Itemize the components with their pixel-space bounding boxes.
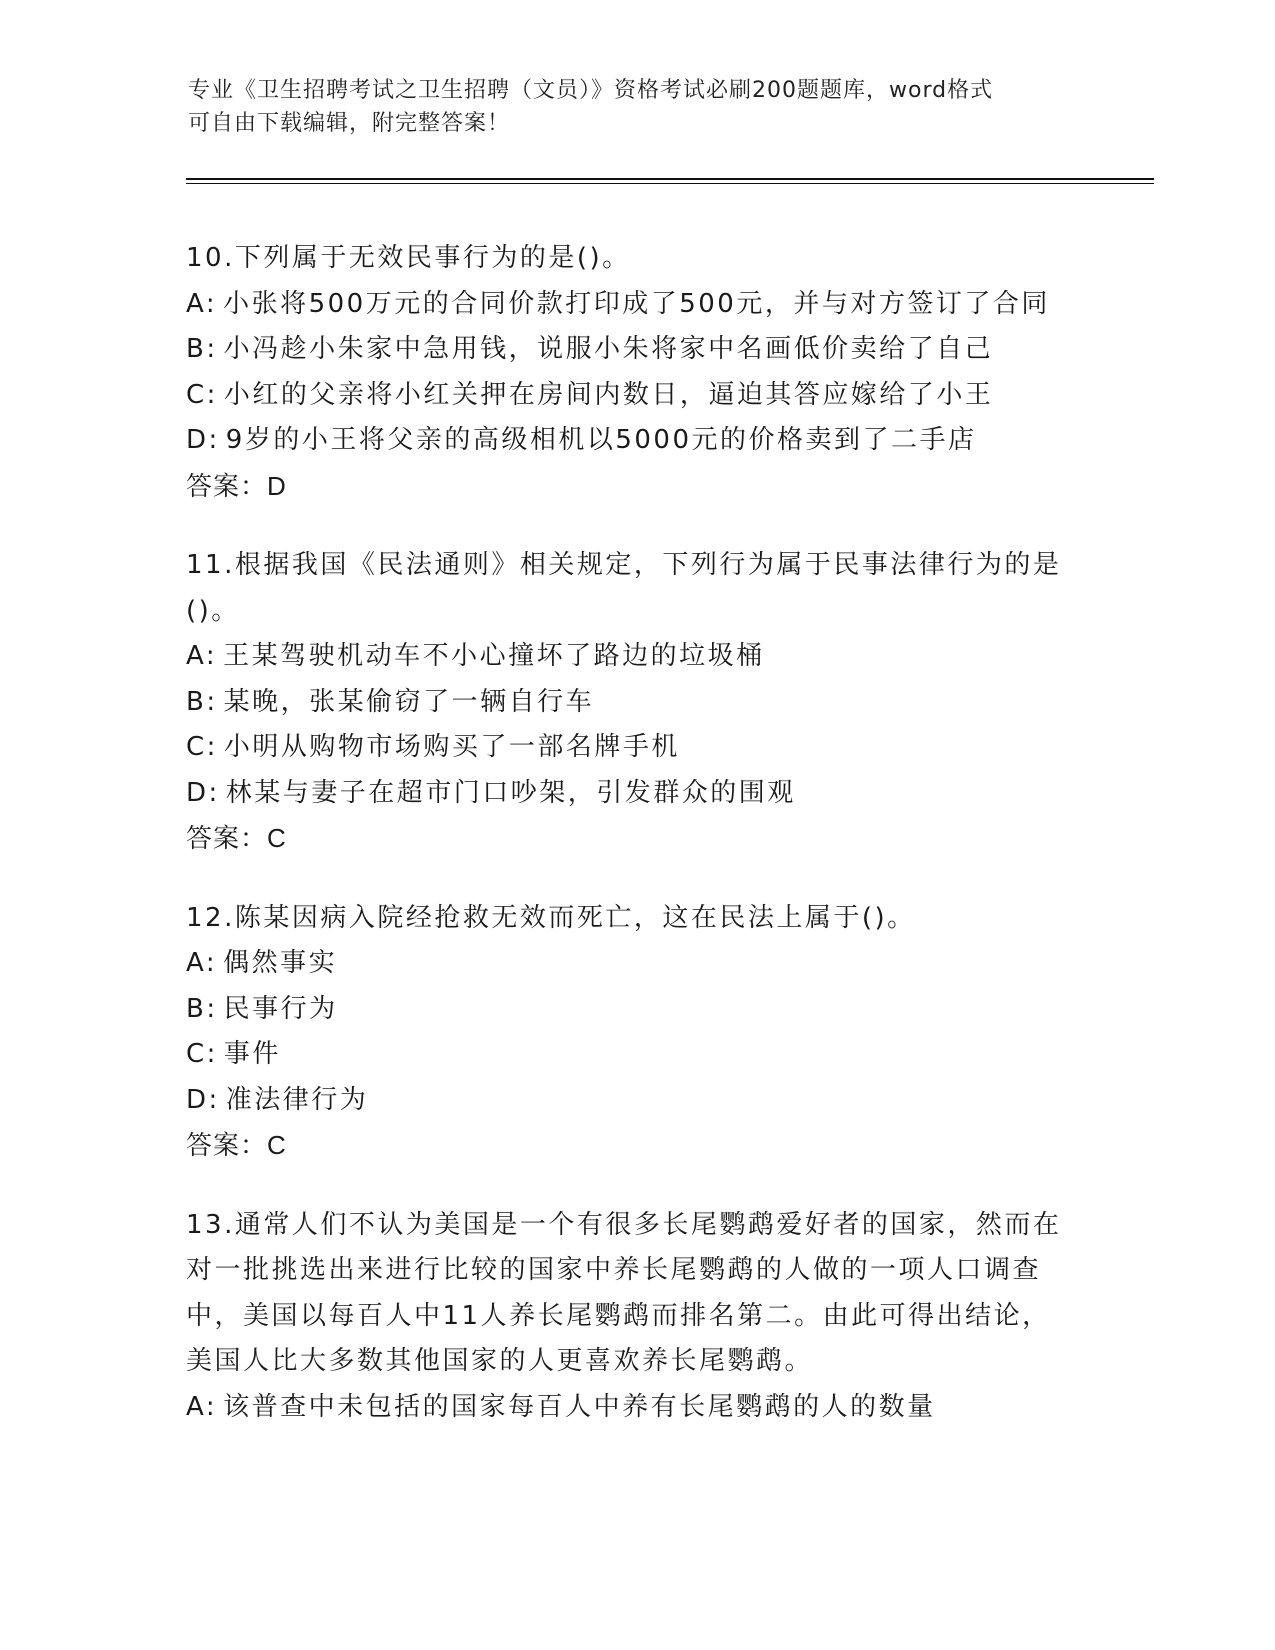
option-text: 小冯趁小朱家中急用钱，说服小朱将家中名画低价卖给了自己 <box>223 334 994 364</box>
option-c <box>186 1032 1086 1078</box>
answer-line: 答案：D <box>186 470 287 501</box>
option-text: 林某与妻子在超市门口吵架，引发群众的围观 <box>225 777 796 808</box>
option-d <box>186 771 1086 817</box>
option-d <box>186 1078 1086 1124</box>
option-label: B: <box>186 334 218 364</box>
option-label: B: <box>186 993 218 1024</box>
option-label: C: <box>186 1039 218 1069</box>
option-a <box>186 282 1086 328</box>
option-text: 小明从购物市场购买了一部名牌手机 <box>223 732 680 762</box>
option-text: 事件 <box>223 1039 281 1069</box>
question-list <box>186 236 1086 1464</box>
option-d <box>186 418 1086 464</box>
option-text: 该普查中未包括的国家每百人中养有长尾鹦鹉的人的数量 <box>223 1391 936 1422</box>
option-label: C: <box>186 732 218 762</box>
option-c <box>186 373 1086 419</box>
question-10 <box>186 236 1086 509</box>
option-c <box>186 725 1086 771</box>
option-label: A: <box>186 1391 218 1422</box>
header-rule-thick <box>186 178 1154 180</box>
header-rule-thin <box>186 183 1154 184</box>
question-12 <box>186 896 1086 1169</box>
option-b <box>186 987 1086 1033</box>
option-a <box>186 634 1086 680</box>
document-header <box>188 74 1068 140</box>
option-text: 王某驾驶机动车不小心撞坏了路边的垃圾桶 <box>223 641 765 671</box>
answer-line: 答案：C <box>186 823 287 853</box>
question-stem: 12.陈某因病入院经抢救无效而死亡，这在民法上属于()。 <box>186 902 916 933</box>
option-b <box>186 680 1086 726</box>
option-text: 小红的父亲将小红关押在房间内数日，逼迫其答应嫁给了小王 <box>223 379 994 410</box>
answer-line: 答案：C <box>186 1130 287 1160</box>
option-label: D: <box>186 1084 220 1115</box>
option-label: A: <box>186 288 218 319</box>
option-a <box>186 1385 1086 1431</box>
option-label: A: <box>186 641 218 671</box>
question-13 <box>186 1203 1086 1431</box>
option-a <box>186 941 1086 987</box>
header-line-2: 可自由下载编辑，附完整答案！ <box>188 111 511 136</box>
option-text: 小张将500万元的合同价款打印成了500元，并与对方签订了合同 <box>223 288 1050 319</box>
option-b <box>186 327 1086 373</box>
option-label: D: <box>186 425 220 455</box>
option-text: 某晚，张某偷窃了一辆自行车 <box>223 686 595 717</box>
question-stem: 11.根据我国《民法通则》相关规定，下列行为属于民事法律行为的是()。 <box>186 550 1062 626</box>
question-11 <box>186 543 1086 862</box>
header-line-1: 专业《卫生招聘考试之卫生招聘（文员）》资格考试必刷200题题库，word格式 <box>188 78 994 103</box>
question-stem: 10.下列属于无效民事行为的是()。 <box>186 243 631 273</box>
option-label: B: <box>186 686 218 717</box>
option-label: C: <box>186 379 218 410</box>
option-text: 偶然事实 <box>223 948 338 978</box>
question-stem: 13.通常人们不认为美国是一个有很多长尾鹦鹉爱好者的国家，然而在对一批挑选出来进行比较的国家中养长尾鹦鹉的人做的一项人口调查中，美国以每百人中11人养长尾鹦鹉而排名第二。由此可得出结论，美国人比大多数其他国家的人更喜欢养长尾鹦鹉。 <box>186 1209 1062 1376</box>
option-label: A: <box>186 948 218 978</box>
option-text: 准法律行为 <box>225 1084 369 1115</box>
option-label: D: <box>186 777 220 808</box>
option-text: 9岁的小王将父亲的高级相机以5000元的价格卖到了二手店 <box>225 425 977 455</box>
option-text: 民事行为 <box>223 993 338 1024</box>
